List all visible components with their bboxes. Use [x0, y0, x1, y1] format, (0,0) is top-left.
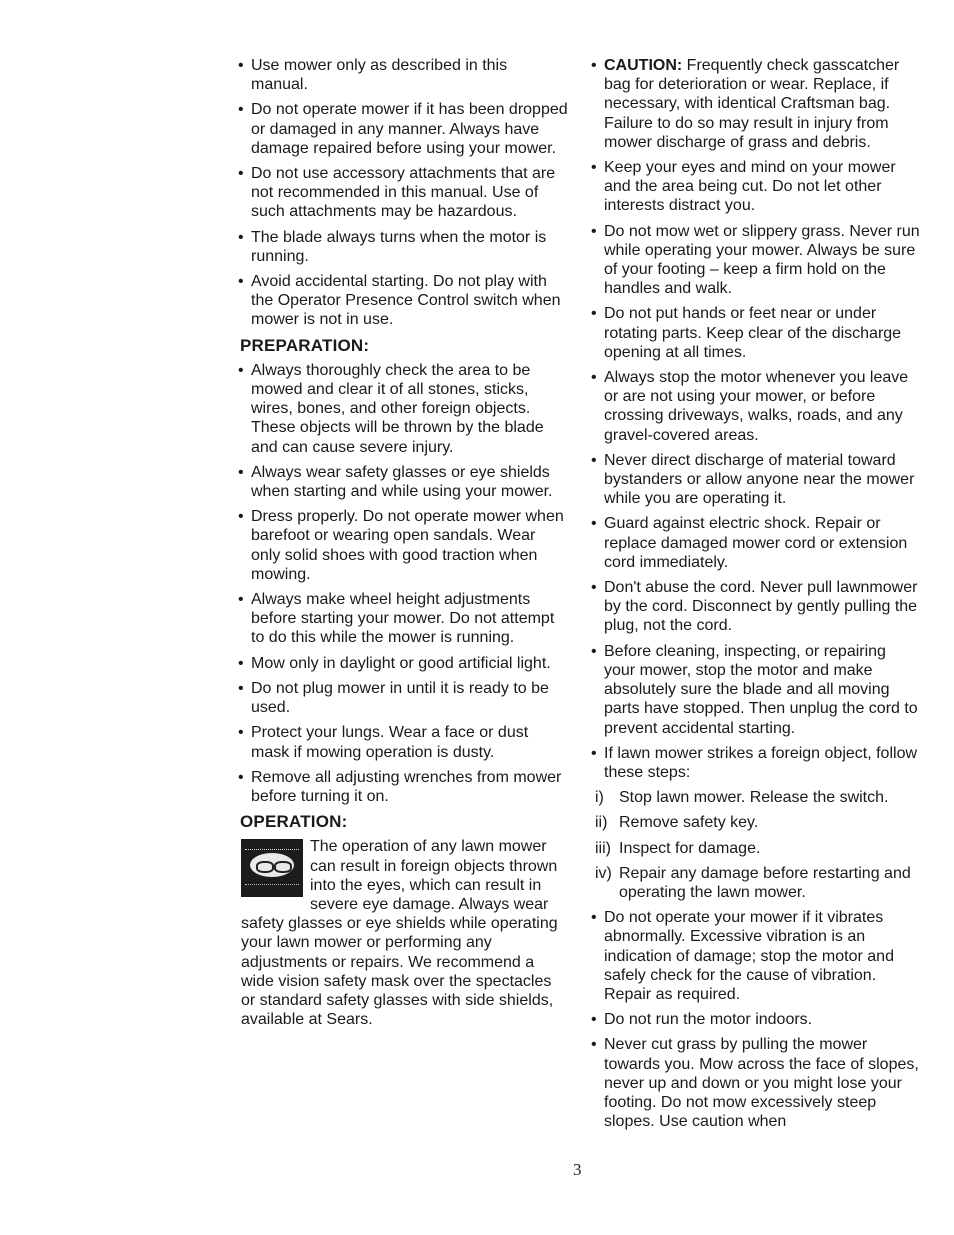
step-item — [595, 813, 921, 832]
operation-section — [241, 837, 568, 1029]
list-item: • Keep your eyes and mind on your mower and the area being cut. Do not let other interests distract you. — [591, 158, 921, 216]
list-item: • Dress properly. Do not operate mower when barefoot or wearing open sandals. Wear only solid shoes with good traction when mowing. — [238, 507, 568, 584]
step-number: iii) — [595, 839, 611, 857]
step-text: Repair any damage before restarting and operating the lawn mower. — [619, 864, 911, 901]
list-item: • Do not operate mower if it has been dropped or damaged in any manner. Always have damage repaired before using your mower. — [238, 100, 568, 158]
list-item: • Do not plug mower in until it is ready to be used. — [238, 679, 568, 717]
step-item — [595, 864, 921, 902]
step-item — [595, 788, 921, 807]
list-item: • Never direct discharge of material toward bystanders or allow anyone near the mower while you are operating it. — [591, 451, 921, 509]
step-text: Remove safety key. — [619, 814, 759, 832]
list-item: • Always thoroughly check the area to be mowed and clear it of all stones, sticks, wires, bones, and other foreign objects. These objects will be thrown by the blade and can cause severe injury. — [238, 361, 568, 457]
step-item — [595, 839, 921, 858]
caution-text: Frequently check gasscatcher bag for deterioration or wear. Replace, if necessary, with identical Craftsman bag. Failure to do so may result in injury from mower discharge of grass and debris. — [604, 57, 900, 151]
list-item: • Always stop the motor whenever you leave or are not using your mower, or before crossing driveways, walks, roads, and any gravel-covered areas. — [591, 368, 921, 445]
list-item: • Always make wheel height adjustments before starting your mower. Do not attempt to do this while the mower is running. — [238, 590, 568, 648]
right-column — [591, 56, 921, 1137]
page-number: 3 — [573, 1160, 582, 1179]
list-item: • Avoid accidental starting. Do not play with the Operator Presence Control switch when mower is not in use. — [238, 272, 568, 330]
left-column — [238, 56, 568, 1029]
safety-glasses-icon — [241, 839, 303, 897]
step-text: Stop lawn mower. Release the switch. — [619, 789, 889, 807]
list-item: • Don't abuse the cord. Never pull lawnmower by the cord. Disconnect by gently pulling the plug, not the cord. — [591, 578, 921, 636]
caution-item — [591, 56, 921, 152]
list-item: • Use mower only as described in this manual. — [238, 56, 568, 94]
list-item: • Mow only in daylight or good artificial light. — [238, 654, 568, 673]
list-item: • Always wear safety glasses or eye shields when starting and while using your mower. — [238, 463, 568, 501]
list-item: • Never cut grass by pulling the mower towards you. Mow across the face of slopes, never up and down or you might lose your footing. Do not mow excessively steep slopes. Use caution when — [591, 1035, 921, 1131]
step-text: Inspect for damage. — [619, 839, 761, 857]
preparation-heading: PREPARATION: — [240, 335, 370, 355]
list-item: • Before cleaning, inspecting, or repairing your mower, stop the motor and make absolutely sure the blade and all moving parts have stopped. Then unplug the cord to prevent accidental starting. — [591, 642, 921, 738]
operation-paragraph: The operation of any lawn mower can result in foreign objects thrown into the eyes, which can result in severe eye damage. Always wear safety glasses or eye shields while operating your lawn mower or performing any adjustments or repairs. We recommend a wide vision safety mask over the spectacles or standard safety glasses with side shields, available at Sears. — [241, 838, 558, 1029]
step-number: ii) — [595, 814, 608, 832]
operation-heading: OPERATION: — [240, 812, 348, 832]
list-item: • If lawn mower strikes a foreign object, follow these steps: — [591, 744, 921, 782]
list-item: • Do not use accessory attachments that are not recommended in this manual. Use of such attachments may be hazardous. — [238, 164, 568, 222]
list-item: • Do not run the motor indoors. — [591, 1010, 921, 1029]
caution-label: CAUTION: — [604, 57, 683, 74]
list-item: • Remove all adjusting wrenches from mower before turning it on. — [238, 768, 568, 806]
list-item: • Do not operate your mower if it vibrates abnormally. Excessive vibration is an indication of damage; stop the motor and safely check for the cause of vibration. Repair as required. — [591, 908, 921, 1004]
step-number: iv) — [595, 864, 612, 882]
step-number: i) — [595, 789, 604, 807]
list-item: • Do not put hands or feet near or under rotating parts. Keep clear of the discharge opening at all times. — [591, 304, 921, 362]
list-item: • Guard against electric shock. Repair or replace damaged mower cord or extension cord immediately. — [591, 514, 921, 572]
list-item: • Protect your lungs. Wear a face or dust mask if mowing operation is dusty. — [238, 723, 568, 761]
list-item: • The blade always turns when the motor is running. — [238, 228, 568, 266]
list-item: • Do not mow wet or slippery grass. Never run while operating your mower. Always be sure of your footing – keep a firm hold on the handles and walk. — [591, 222, 921, 299]
